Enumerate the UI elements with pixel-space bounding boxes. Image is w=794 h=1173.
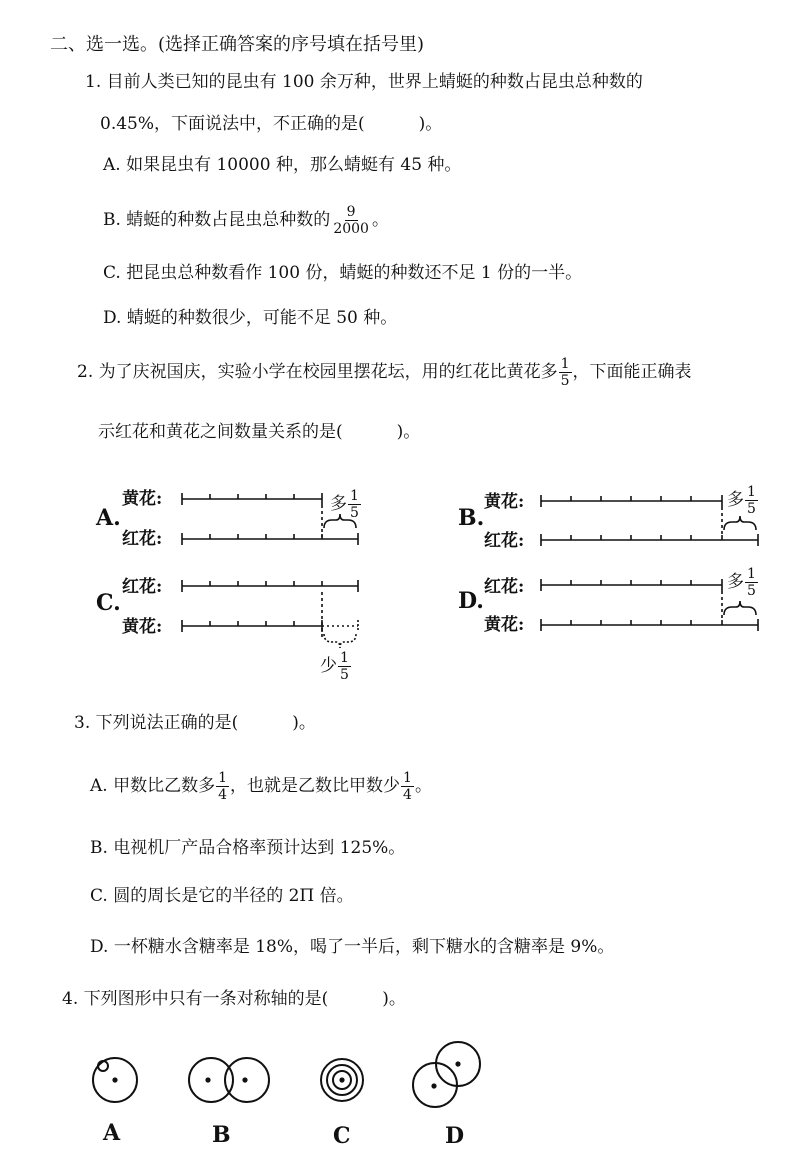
fraction: $\frac{9}{2000}$ (333, 204, 369, 237)
diagram-c-letter: C. (96, 590, 121, 616)
fraction: $\frac{1}{4}$ (403, 770, 412, 803)
figure-b-label: B (212, 1122, 231, 1148)
section-title: 二、选一选。(选择正确答案的序号填在括号里) (50, 34, 425, 55)
q3-stem: 3. 下列说法正确的是( )。 (74, 713, 316, 733)
q3-option-d: D. 一杯糖水含糖率是 18%，喝了一半后，剩下糖水的含糖率是 9%。 (90, 937, 615, 957)
fraction: $\frac{1}{5}$ (340, 650, 349, 683)
diagram-b-bottom-label: 红花: (484, 531, 525, 551)
diagram-a-top-label: 黄花: (122, 489, 163, 509)
figure-c-label: C (333, 1123, 351, 1149)
q2-stem-line1: 2. 为了庆祝国庆，实验小学在校园里摆花坛，用的红花比黄花多 $\frac{1}{5}$ ，下面能正确表 (77, 356, 692, 389)
diagram-b-brace (724, 516, 756, 530)
q1-stem-text: 0.45%，下面说法中，不正确的是( (100, 114, 365, 134)
q1-option-c: C. 把昆虫总种数看作 100 份，蜻蜓的种数还不足 1 份的一半。 (103, 263, 583, 283)
diagram-c-bottom-label: 黄花: (122, 617, 163, 637)
q3-option-a: A. 甲数比乙数多 $\frac{1}{4}$ ，也就是乙数比甲数少 $\frac{1}{4}$ 。 (90, 770, 432, 803)
figure-a (93, 1058, 137, 1102)
diagram-a-bottom-bar (182, 533, 358, 545)
diagram-c-bottom-bar (182, 620, 358, 632)
figure-d (413, 1042, 480, 1107)
q3-option-c: C. 圆的周长是它的半径的 2Π 倍。 (90, 886, 354, 906)
fraction: $\frac{1}{5}$ (747, 484, 756, 517)
diagram-b-note: 多 $\frac{1}{5}$ (727, 484, 756, 517)
q1-option-b: B. 蜻蜓的种数占昆虫总种数的 $\frac{9}{2000}$ 。 (103, 204, 389, 237)
diagram-d-bottom-bar (541, 619, 758, 631)
q1-option-a: A. 如果昆虫有 10000 种，那么蜻蜓有 45 种。 (103, 155, 462, 175)
figure-c (321, 1059, 363, 1101)
diagram-d-bottom-label: 黄花: (484, 615, 525, 635)
diagram-b-top-bar (541, 495, 722, 507)
q3-option-b: B. 电视机厂产品合格率预计达到 125%。 (90, 838, 406, 858)
diagram-d-note: 多 $\frac{1}{5}$ (727, 566, 756, 599)
figure-d-label: D (445, 1123, 465, 1149)
figure-b (189, 1058, 269, 1102)
q1-option-b-text: B. 蜻蜓的种数占昆虫总种数的 (103, 210, 331, 230)
q4-stem: 4. 下列图形中只有一条对称轴的是( )。 (62, 989, 406, 1009)
q1-option-d: D. 蜻蜓的种数很少，可能不足 50 种。 (103, 308, 398, 328)
diagram-b-letter: B. (458, 505, 485, 531)
diagram-c-brace (324, 634, 356, 648)
diagram-a-brace (324, 514, 356, 528)
diagram-b-bottom-bar (541, 534, 758, 546)
diagram-b-top-label: 黄花: (484, 492, 525, 512)
diagram-a-letter: A. (96, 505, 121, 531)
q1-stem-line1: 1. 目前人类已知的昆虫有 100 余万种，世界上蜻蜓的种数占昆虫总种数的 (85, 72, 643, 92)
diagram-a-top-bar (182, 493, 322, 505)
fraction: $\frac{1}{5}$ (560, 356, 570, 389)
fraction: $\frac{1}{5}$ (747, 566, 756, 599)
diagram-c-top-bar (182, 580, 358, 592)
q2-stem-line2: 示红花和黄花之间数量关系的是( )。 (98, 422, 421, 442)
q1-stem-end: )。 (418, 114, 443, 134)
diagram-d-letter: D. (458, 588, 484, 614)
diagram-d-top-label: 红花: (484, 577, 525, 597)
diagram-a-note: 多 $\frac{1}{5}$ (330, 488, 359, 521)
diagram-d-brace (724, 601, 756, 615)
figure-a-label: A (103, 1120, 121, 1146)
diagram-c-note: 少 $\frac{1}{5}$ (320, 650, 349, 683)
diagram-a-bottom-label: 红花: (122, 529, 163, 549)
fraction: $\frac{1}{4}$ (218, 770, 228, 803)
diagram-d-top-bar (541, 579, 722, 591)
fraction: $\frac{1}{5}$ (350, 488, 359, 521)
diagram-c-top-label: 红花: (122, 577, 163, 597)
